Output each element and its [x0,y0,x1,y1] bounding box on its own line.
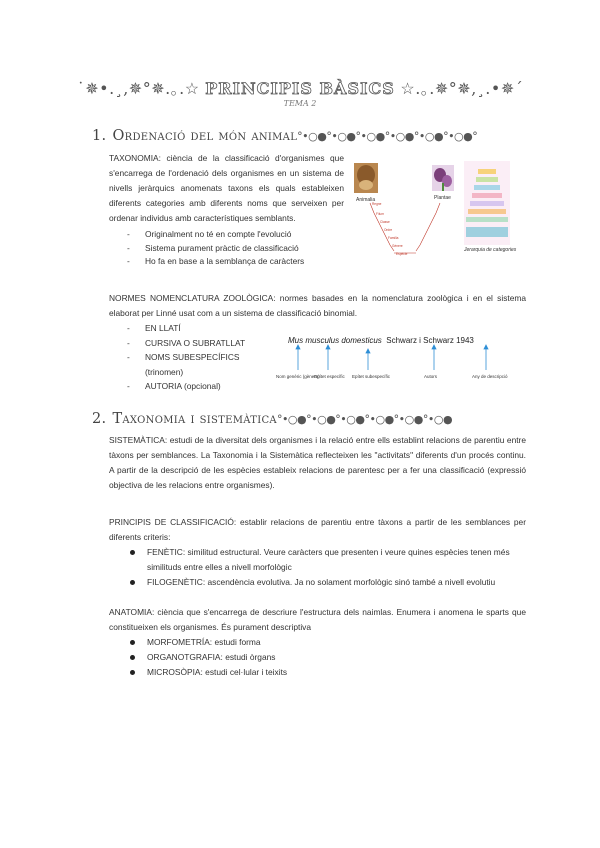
section-1-heading [92,128,477,144]
nomen-part-label: Autors [424,374,438,379]
list-item: - CURSIVA O SUBRATLLAT [127,336,267,351]
normes-paragraph [109,291,526,321]
taxonomia-paragraph [109,151,344,226]
section-2-title: Taxonomia i sistemàtica [112,411,277,427]
normes-text: normes basades en la nomenclatura zoològica i en el sistema elaborat per Linné usat com a un sistema de classificació binomial. [109,293,527,318]
list-item [124,665,526,680]
section-2-decoration: °•○●°•○●°•○●°•○●°•○●°•○● [276,413,453,426]
item-text: estudi forma [214,637,261,647]
nomen-part-label: Any de descripció [472,374,508,379]
sistematica-paragraph [109,433,526,493]
section-1-number: 1. [92,128,107,144]
principis-list [124,545,526,590]
anatomia-list [124,635,526,680]
section-1-decoration: °•○●°•○●°•○●°•○●°•○●°•○●° [297,130,478,143]
taxonomia-list [127,228,347,269]
taxonomia-label: TAXONOMIA: [109,153,161,163]
species-author: Schwarz i Schwarz 1943 [386,336,474,345]
sistematica-label: SISTEMÀTICA: [109,435,168,445]
principis-text: establir relacions de parentiu entre tàxons a partir de les semblances per diferents criteris: [109,517,526,542]
svg-text:Classe: Classe [380,220,390,224]
item-term: MICROSÒPIA: [147,667,203,677]
taxonomy-figure [352,155,517,260]
item-text: estudi òrgans [225,652,276,662]
title-decoration-right: ☆.｡.✵°✵,¸.•✵´ [400,79,524,98]
figure-caption-plantae: Plantae [434,195,451,201]
normes-label: NORMES NOMENCLATURA ZOOLÒGICA: [109,293,276,303]
anatomia-label: ANATOMIA: [109,607,155,617]
principis-label: PRINCIPIS DE CLASSIFICACIÓ: [109,517,237,527]
svg-text:Ordre: Ordre [384,228,393,232]
page-subtitle: TEMA 2 [283,99,317,108]
title-decoration-left: ˙✵•.¸,✵°✵.｡.☆ [76,79,200,98]
svg-text:Família: Família [388,236,399,240]
svg-text:Gènere: Gènere [392,244,403,248]
list-item: - AUTORIA (opcional) [127,379,267,394]
principis-paragraph [109,515,526,545]
list-item [124,545,526,575]
svg-text:Espècie: Espècie [396,252,408,256]
list-item: - EN LLATÍ [127,321,267,336]
list-item [124,575,526,590]
item-text: similitud estructural. Veure caràcters que presenten i veure quines espècies tenen més similituds entre elles a nivell morfològic [147,547,510,572]
nomen-part-label: Epítet subespecífic [352,374,391,379]
species-name: Mus musculus domesticus [288,336,382,345]
item-term: FENÈTIC: [147,547,186,557]
nomen-part-label: Epítet específic [314,374,345,379]
item-term: MORFOMETRÍA: [147,637,213,647]
title-text: PRINCIPIS BÀSICS [205,79,395,98]
taxonomia-text: ciència de la classificació d'organismes que s'encarrega de l'ordenació dels organismes en un sistema de nivells jeràrquics anomenats taxons els quals estableixen diferents categories amb diferents noms que serveixen per ordenar individus amb característiques semblants. [109,153,345,223]
list-item [124,635,526,650]
taxonomy-figure-image [352,155,512,260]
nomenclature-figure [276,334,526,384]
svg-text:Regne: Regne [372,202,382,206]
section-1-title: Ordenació del món animal [112,128,298,144]
anatomia-text: ciència que s'encarrega de descriure l'estructura dels naimlas. Enumera i anomena le sparts que constitueixen els organismes. És purament descriptiva [109,607,526,632]
item-term: FILOGENÈTIC: [147,577,206,587]
item-text: ascendència evolutiva. Ja no solament morfològic sinó també a nivell evolutiu [207,577,496,587]
normes-list [127,321,267,394]
list-item: - Ho fa en base a la semblança de caràcters [127,255,347,269]
list-item: - NOMS SUBESPECÍFICS (trinomen) [127,350,267,379]
section-2-heading [92,411,452,427]
sistematica-text: estudi de la diversitat dels organismes i la relació entre ells establint relacions de parentiu entre tàxons per semblances. La Taxonomia i la Sistemàtica reflecteixen les "activitats" diferents d'un procés continu. A partir de la descripció de les espècies estableix relacions de parentesc per a fer una classificació (expressió objectiva de les relacions entre organismes). [109,435,526,490]
anatomia-paragraph [109,605,526,635]
item-text: estudi cel·lular i teixits [205,667,288,677]
figure-caption-hierarchy: Jerarquia de categories [464,247,517,253]
page-title [0,76,600,99]
nomen-part-label: Nom genèric (gènere) [276,374,320,379]
list-item: - Originalment no té en compte l'evolució [127,228,347,242]
list-item: - Sistema purament pràctic de classificació [127,242,347,256]
figure-caption-animalia: Animalia [356,197,376,203]
list-item [124,650,526,665]
svg-text:Fílum: Fílum [376,212,384,216]
section-2-number: 2. [92,411,107,427]
item-term: ORGANOTGRAFIA: [147,652,223,662]
